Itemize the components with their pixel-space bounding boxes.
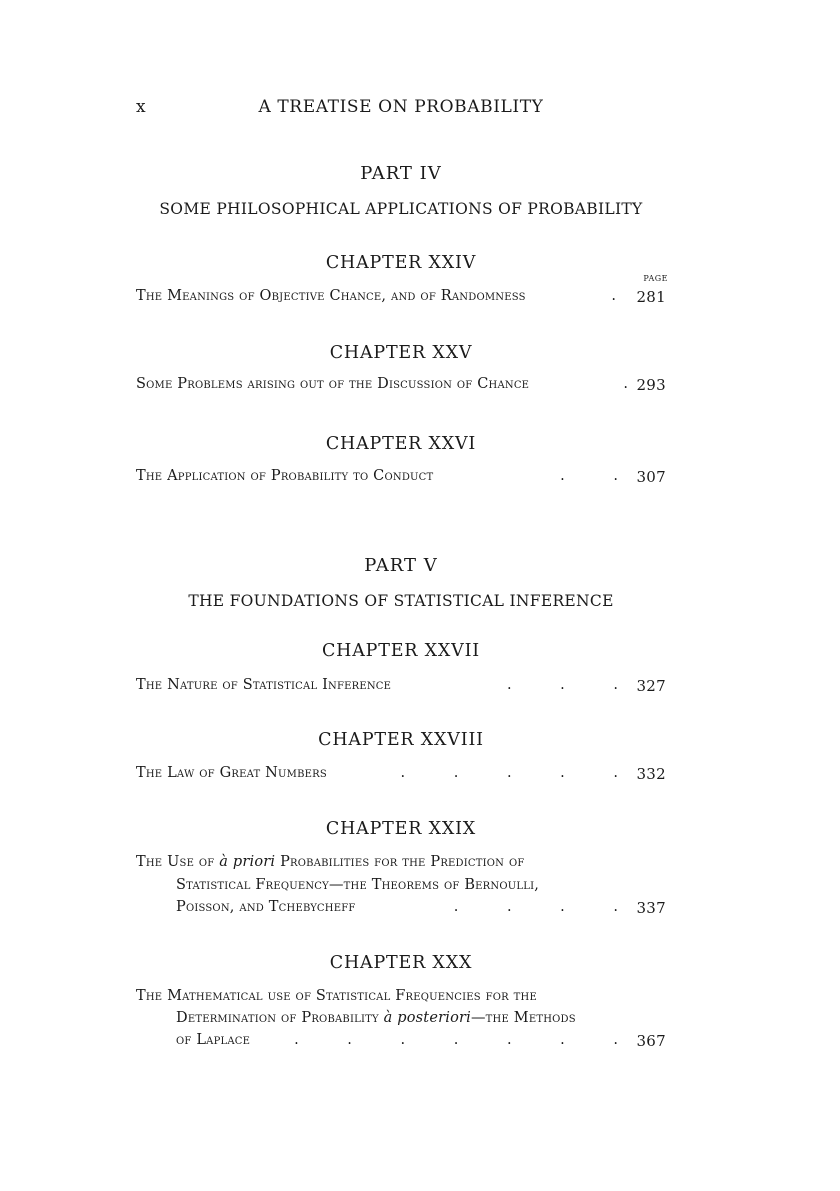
part-v-title: PART V [364,555,438,576]
toc-entry-xxviii[interactable] [136,765,666,787]
page-column-label: PAGE [643,274,668,283]
chapter-xxv-title: CHAPTER XXV [329,343,473,363]
toc-entry-text: Determination of Probability à posteriori—the Methods [176,1010,576,1026]
toc-entry-text: The Law of Great Numbers [136,765,327,781]
chapter-xxvii-title: CHAPTER XXVII [321,641,481,661]
toc-entry-xxvi[interactable] [136,468,666,490]
chapter-xxiv-title: CHAPTER XXIV [325,253,477,273]
leader-dots: . . . . . [400,765,618,781]
toc-entry-text: The Nature of Statistical Inference [136,677,392,693]
toc-entry-xxix-line-3[interactable] [176,899,666,921]
toc-entry-xxx-line-2[interactable] [176,1010,666,1032]
chapter-xxvi-title: CHAPTER XXVI [325,434,477,454]
toc-entry-text: Statistical Frequency—the Theorems of Bernoulli, [176,877,540,893]
chapter-xxx-title: CHAPTER XXX [329,953,473,973]
page-header [136,97,666,119]
toc-entry-xxx-line-1[interactable] [136,988,666,1010]
leader-dots: . . . [506,677,618,693]
toc-entry-text: Some Problems arising out of the Discussion of Chance [136,376,530,392]
toc-entry-text: The Use of à priori Probabilities for the Prediction of [136,854,525,870]
leader-dots: . [611,288,616,304]
toc-entry-text: The Meanings of Objective Chance, and of Randomness [136,288,526,304]
toc-entry-xxvii[interactable] [136,677,666,699]
leader-dots: . [623,376,628,392]
toc-entry-text: Poisson, and Tchebycheff [176,899,356,915]
toc-entry-text: The Mathematical use of Statistical Frequencies for the [136,988,537,1004]
leader-dots: . . [560,468,618,484]
toc-entry-xxix-line-2[interactable] [176,877,666,899]
chapter-xxviii-title: CHAPTER XXVIII [318,730,484,750]
toc-entry-page: 293 [636,376,666,394]
part-iv-title: PART IV [360,163,442,184]
toc-entry-page: 307 [636,468,666,486]
leader-dots: . . . . [453,899,618,915]
toc-entry-xxiv[interactable] [136,288,666,310]
toc-entry-text: of Laplace [176,1032,251,1048]
toc-entry-xxv[interactable] [136,376,666,398]
toc-entry-page: 281 [636,288,666,306]
toc-entry-text: The Application of Probability to Conduct [136,468,434,484]
toc-entry-page: 332 [636,765,666,783]
part-iv-subtitle: SOME PHILOSOPHICAL APPLICATIONS OF PROBABILITY [159,200,643,218]
toc-entry-page: 337 [636,899,666,917]
chapter-xxix-title: CHAPTER XXIX [325,819,477,839]
page-number: x [136,97,147,117]
toc-entry-xxx-line-3[interactable] [176,1032,666,1054]
toc-entry-page: 327 [636,677,666,695]
toc-entry-xxix-line-1[interactable] [136,854,666,876]
running-title: A TREATISE ON PROBABILITY [258,97,544,117]
leader-dots: . . . . . . . [294,1032,618,1048]
toc-entry-page: 367 [636,1032,666,1050]
part-v-subtitle: THE FOUNDATIONS OF STATISTICAL INFERENCE [188,592,614,610]
